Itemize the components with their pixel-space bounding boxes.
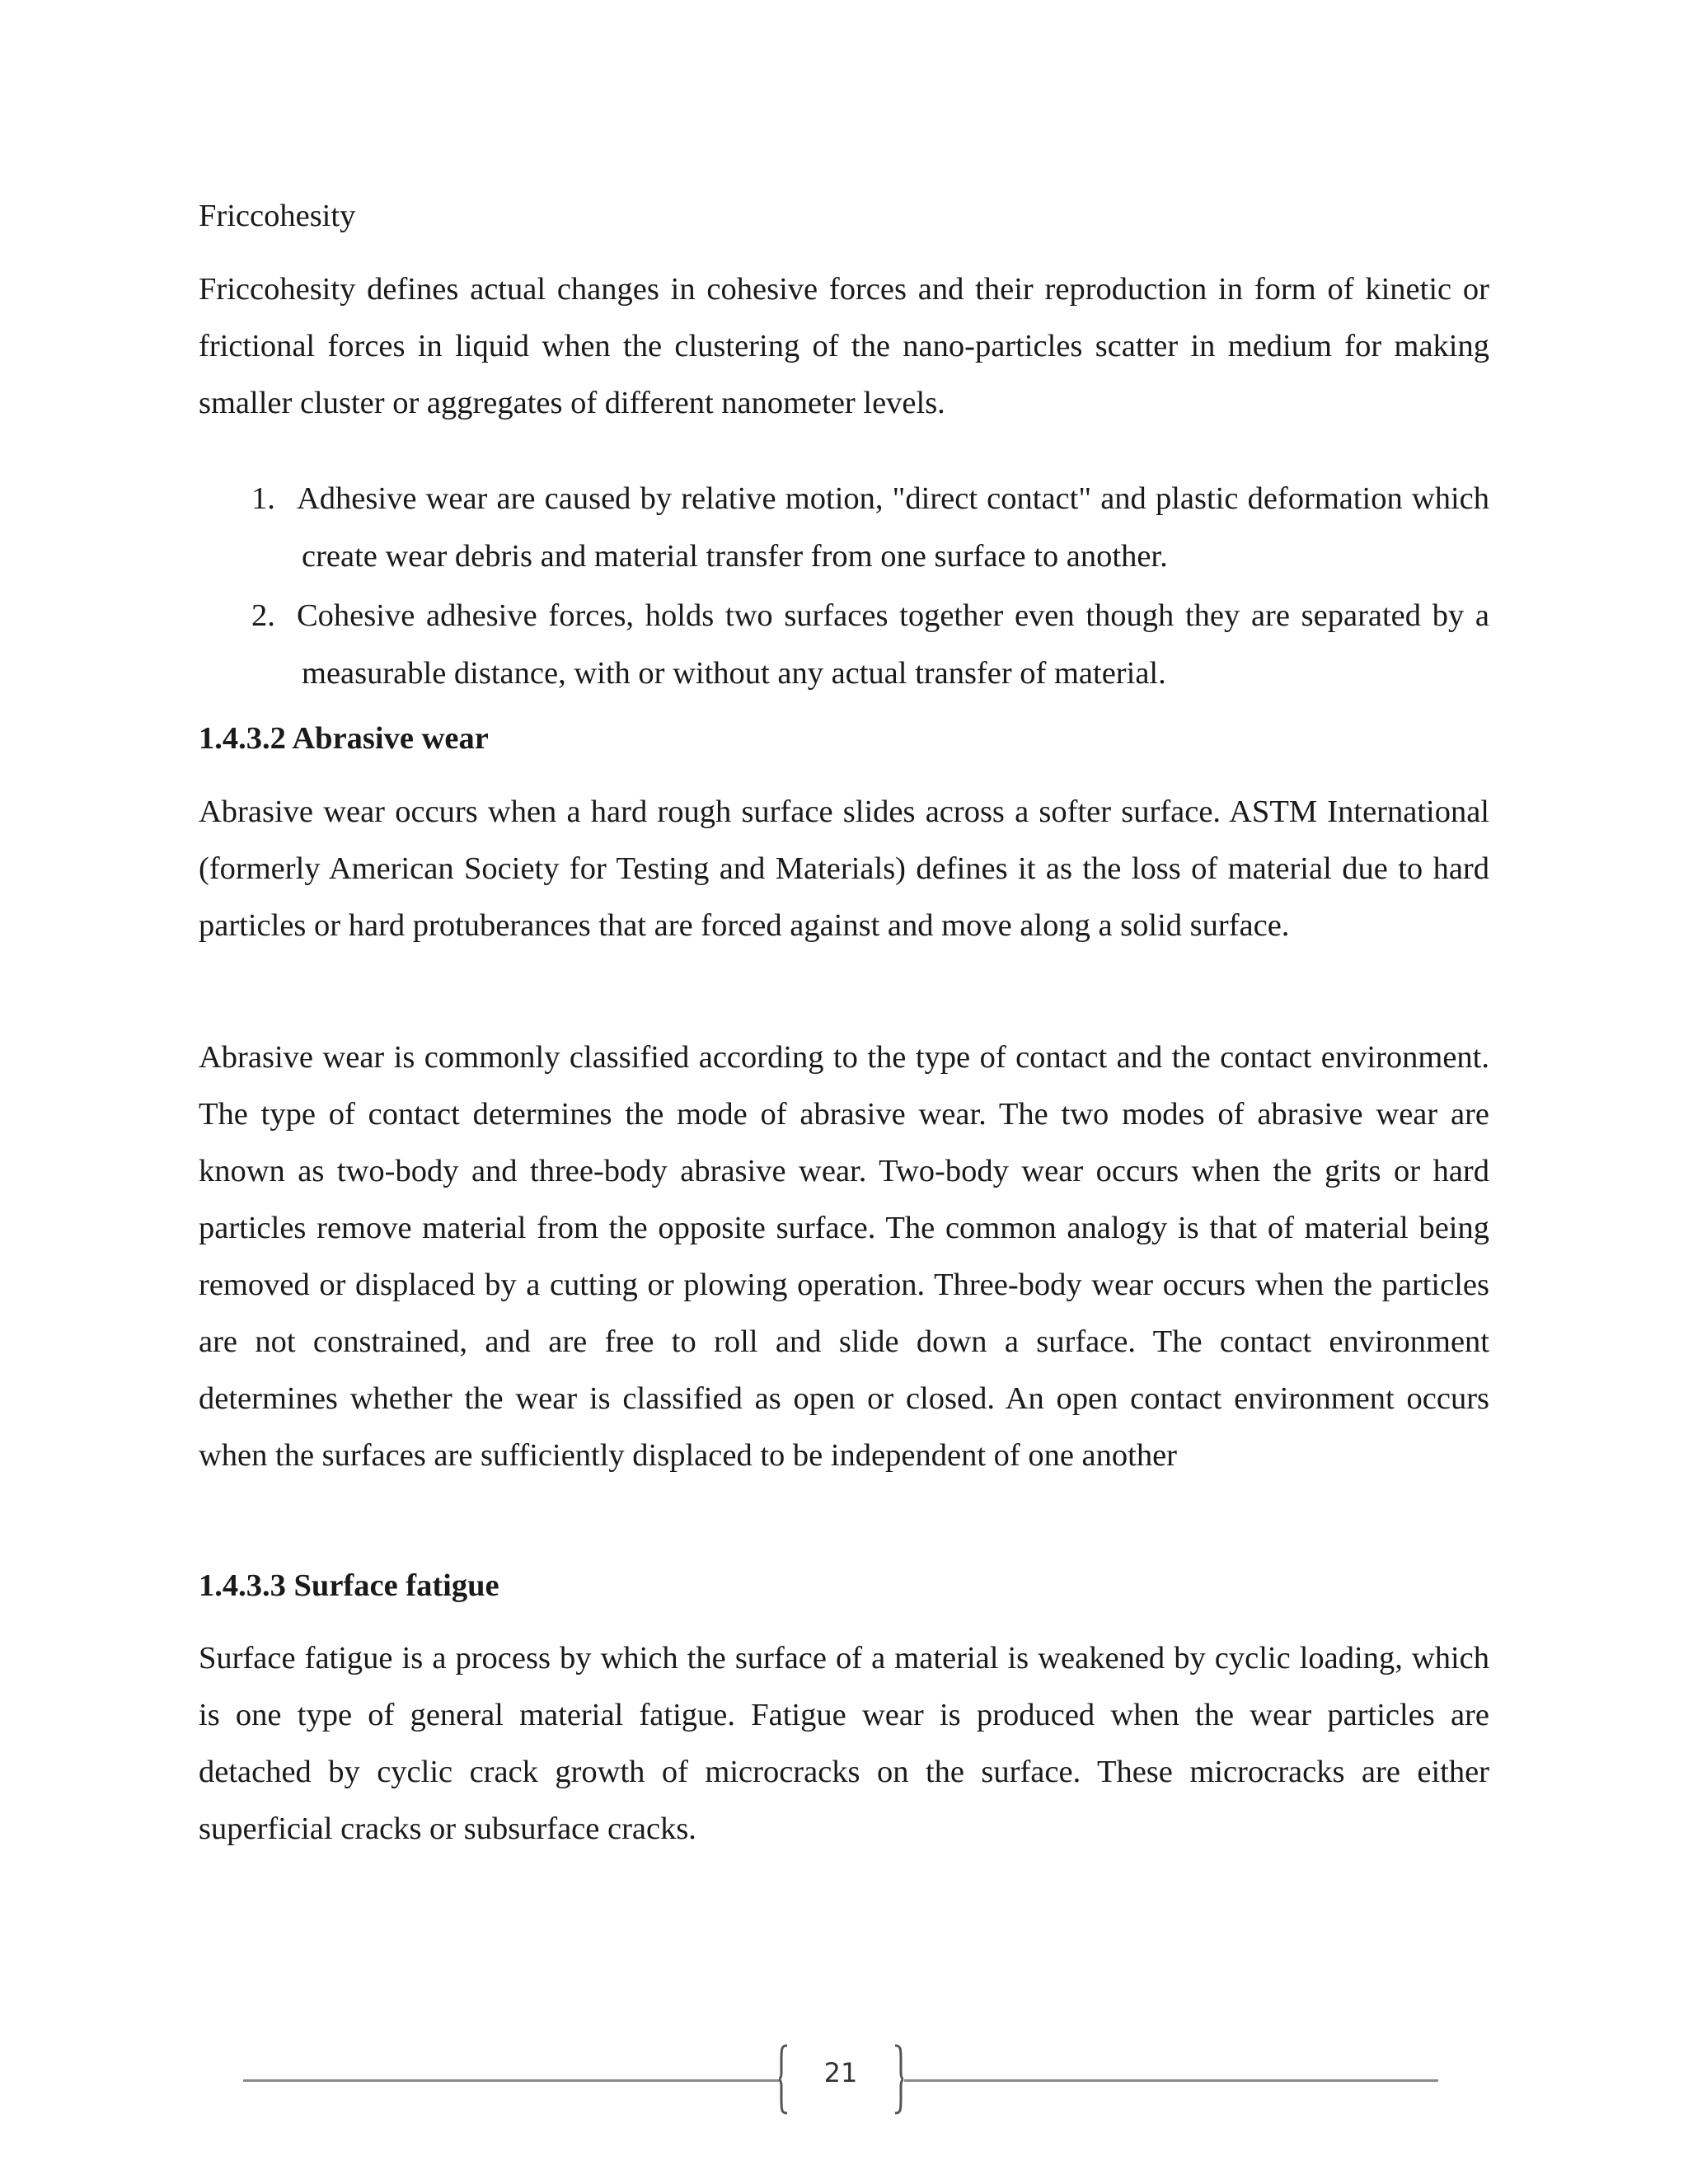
page-number: 21 [823,2057,858,2088]
section-heading-surface-fatigue: 1.4.3.3 Surface fatigue [199,1568,499,1603]
abrasive-wear-paragraph-1: Abrasive wear occurs when a hard rough surface slides across a softer surface. ASTM International (formerly American Society for Testing and Materials) defines it as the loss of material due to hard particles or hard protuberances that are forced against and move along a solid surface. [199,794,1489,943]
friccohesity-title: Friccohesity [199,199,356,233]
surface-fatigue-paragraph: Surface fatigue is a process by which the surface of a material is weakened by cyclic loading, which is one type of general material fatigue. Fatigue wear is produced when the wear particles are detached by cyclic crack growth of microcracks on the surface. These microcracks are either superficial cracks or subsurface cracks. [199,1641,1489,1846]
friccohesity-paragraph: Friccohesity defines actual changes in cohesive forces and their reproduction in form of kinetic or frictional forces in liquid when the clustering of the nano-particles scatter in medium for making smaller cluster or aggregates of different nanometer levels. [199,272,1489,420]
right-brace-icon [894,2044,904,2115]
left-brace-icon [778,2044,788,2115]
footer-rule-right [904,2079,1438,2082]
footer-rule-left [243,2079,779,2082]
list-item-text: Adhesive wear are caused by relative motion, "direct contact" and plastic deformation which create wear debris and material transfer from one surface to another. [297,481,1489,574]
list-item-text: Cohesive adhesive forces, holds two surfaces together even though they are separated by a measurable distance, with or without any actual transfer of material. [297,598,1489,691]
abrasive-wear-paragraph-2: Abrasive wear is commonly classified according to the type of contact and the contact environment. The type of contact determines the mode of abrasive wear. The two modes of abrasive wear are known as two-body and three-body abrasive wear. Two-body wear occurs when the grits or hard particles remove material from the opposite surface. The common analogy is that of material being removed or displaced by a cutting or plowing operation. Three-body wear occurs when the particles are not constrained, and are free to roll and slide down a surface. The contact environment determines whether the wear is classified as open or closed. An open contact environment occurs when the surfaces are sufficiently displaced to be independent of one another [199,1040,1489,1473]
list-item-number: 2. [251,598,275,633]
section-heading-abrasive-wear: 1.4.3.2 Abrasive wear [199,721,489,756]
list-item-number: 1. [251,481,275,516]
